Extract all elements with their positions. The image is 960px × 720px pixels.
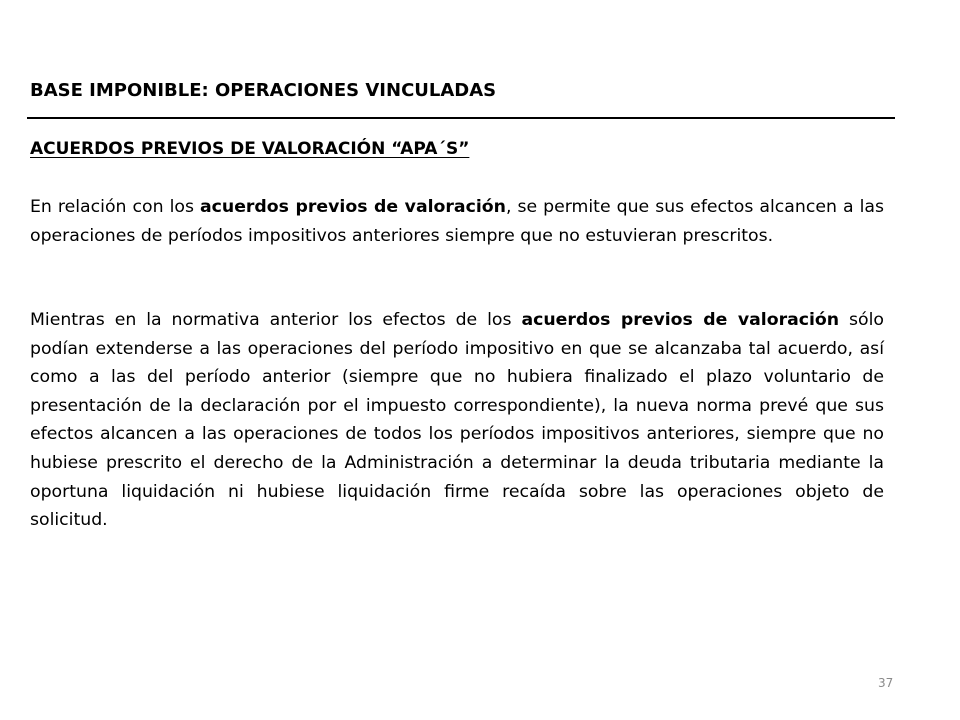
paragraph-2-text-start: Mientras en la normativa anterior los efectos de los bbox=[30, 310, 522, 330]
page-number: 37 bbox=[878, 676, 894, 690]
paragraph-1-text-start: En relación con los bbox=[30, 197, 200, 217]
paragraph-1-bold-term: acuerdos previos de valoración bbox=[199, 197, 506, 217]
paragraph-2 bbox=[30, 306, 884, 535]
paragraph-1 bbox=[30, 193, 884, 250]
section-subtitle: ACUERDOS PREVIOS DE VALORACIÓN “APA´S” bbox=[30, 139, 470, 159]
title-divider bbox=[27, 117, 895, 119]
paragraph-1-text-end: , se permite que sus efectos alcancen a las operaciones de períodos impositivos anteriores siempre que no estuvieran prescritos. bbox=[30, 197, 884, 246]
paragraph-2-text-end: sólo podían extenderse a las operaciones del período impositivo en que se alcanzaba tal acuerdo, así como a las del período anterior (siempre que no hubiera finalizado el plazo voluntario de presentación de la declaración por el impuesto correspondiente), la nueva norma prevé que sus efectos alcancen a las operaciones de todos los períodos impositivos anteriores, siempre que no hubiese prescrito el derecho de la Administración a determinar la deuda tributaria mediante la oportuna liquidación ni hubiese liquidación firme recaída sobre las operaciones objeto de solicitud. bbox=[30, 310, 884, 531]
paragraph-2-bold-term: acuerdos previos de valoración bbox=[521, 310, 840, 330]
slide-title: BASE IMPONIBLE: OPERACIONES VINCULADAS bbox=[30, 80, 497, 101]
